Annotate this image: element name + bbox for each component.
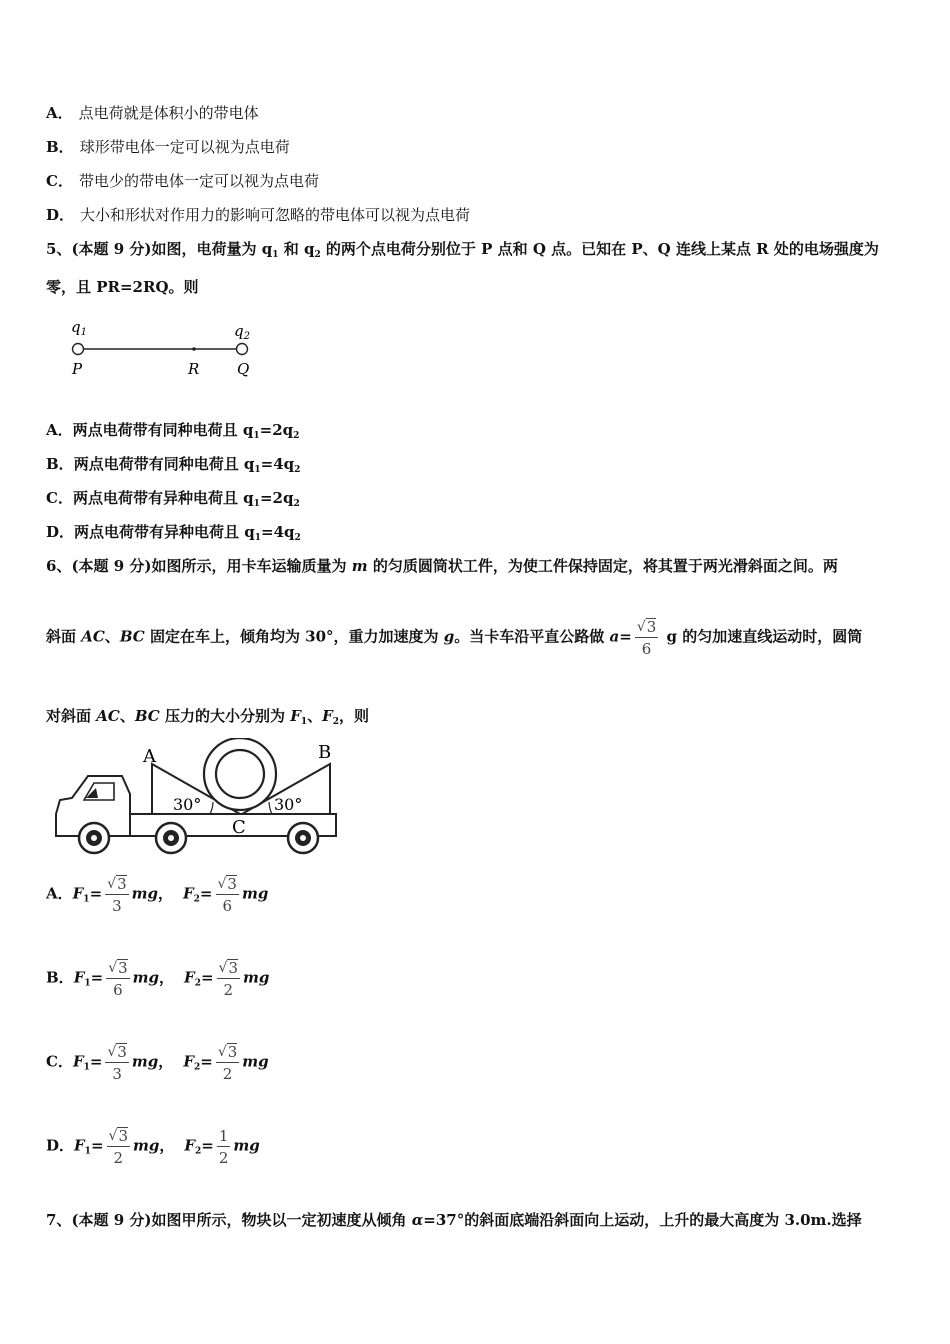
label-angle-right: 30°	[274, 795, 303, 814]
charge-p	[73, 344, 84, 355]
q6-option-a: A．$F_1=$ √ 3 3 mg， $F_2=$ √ 3 6 mg	[46, 875, 269, 915]
label-r: R	[188, 360, 200, 378]
point-r	[192, 347, 196, 351]
wheel-rear	[288, 823, 318, 853]
q6-option-b: B．$F_1=$ √ 3 6 mg， $F_2=$ √ 3 2 mg	[46, 959, 270, 999]
q5-option-c: C．两点电荷带有异种电荷且 $q_1=2q_2$	[46, 489, 300, 509]
label-q2: $q_2$	[234, 322, 250, 342]
label-angle-left: 30°	[173, 795, 202, 814]
label-a: A	[143, 746, 156, 767]
cylinder-inner	[216, 750, 264, 798]
q5-option-b: B．两点电荷带有同种电荷且 $q_1=4q_2$	[46, 455, 301, 475]
label-q: Q	[237, 360, 250, 378]
accel-fraction: √ 3 6	[636, 618, 657, 658]
q5-stem-line1: 5、(本题 9 分)如图，电荷量为 $q_1$ 和 $q_2$ 的两个点电荷分别位于 P 点和 Q 点。已知在 P、Q 连线上某点 R 处的电场强度为	[46, 240, 879, 260]
q6-option-d: D．$F_1=$ √ 3 2 mg， $F_2=$ $\frac{1}{2}$ mg	[46, 1126, 260, 1167]
label-c: C	[232, 817, 246, 838]
charge-q	[237, 344, 248, 355]
q6-option-c: C．$F_1=$ √ 3 3 mg， $F_2=$ √ 3 2 mg	[46, 1043, 269, 1083]
q4-option-d: D． 大小和形状对作用力的影响可忽略的带电体可以视为点电荷	[46, 206, 471, 224]
q6-truck-figure	[50, 738, 345, 858]
q6-stem-line2: 斜面 AC、BC 固定在车上，倾角均为 30°，重力加速度为 g。当卡车沿平直公路做 a= √ 3 6 g 的匀加速直线运动时，圆筒	[46, 618, 863, 658]
label-p: P	[72, 360, 83, 378]
label-q1: $q_1$	[71, 318, 87, 338]
q5-option-d: D．两点电荷带有异种电荷且 $q_1=4q_2$	[46, 523, 301, 543]
wheel-middle	[156, 823, 186, 853]
q7-stem-line1: 7、(本题 9 分)如图甲所示，物块以一定初速度从倾角 α=37°的斜面底端沿斜面向上运动，上升的最大高度为 3.0m.选择	[46, 1211, 862, 1229]
label-b: B	[318, 742, 332, 763]
wheel-front	[79, 823, 109, 853]
q6-stem-line1: 6、(本题 9 分)如图所示，用卡车运输质量为 m 的匀质圆筒状工件，为使工件保持固定，将其置于两光滑斜面之间。两	[46, 557, 838, 575]
q4-option-b: B． 球形带电体一定可以视为点电荷	[46, 138, 290, 156]
q5-option-a: A．两点电荷带有同种电荷且 $q_1=2q_2$	[46, 421, 300, 441]
q4-option-a: A． 点电荷就是体积小的带电体	[46, 104, 259, 122]
q6-stem-line3: 对斜面 AC、BC 压力的大小分别为 $F_1$、$F_2$，则	[46, 707, 370, 727]
q5-stem-line2: 零，且 PR=2RQ。则	[46, 278, 199, 296]
q4-option-c: C． 带电少的带电体一定可以视为点电荷	[46, 172, 319, 190]
q5-figure	[62, 315, 272, 385]
